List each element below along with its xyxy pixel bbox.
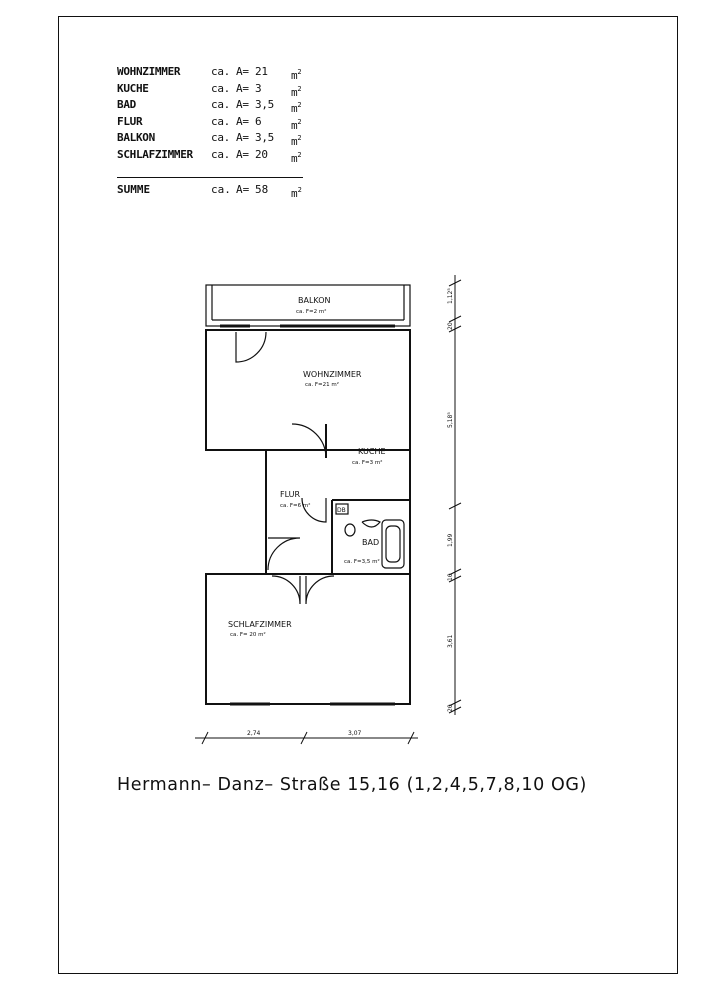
area-ca: ca. — [211, 98, 230, 112]
address-caption: Hermann– Danz– Straße 15,16 (1,2,4,5,7,8,10 OG) — [117, 775, 587, 795]
area-name: SCHLAFZIMMER — [117, 147, 193, 161]
door-entry — [268, 538, 300, 570]
door-living — [236, 332, 266, 362]
wohnzimmer-area: ca. F=21 m² — [305, 382, 339, 388]
area-eq: A= — [236, 114, 249, 128]
sum-ca: ca. — [211, 183, 231, 196]
area-eq: A= — [236, 98, 249, 112]
area-ca: ca. — [211, 114, 230, 128]
dim-v-6: 3,61 — [447, 634, 454, 648]
fixture-label: DB — [337, 507, 346, 514]
area-ca: ca. — [211, 81, 230, 95]
bad-area: ca. F=3,5 m² — [344, 559, 380, 565]
dim-v-5: 10 — [447, 573, 454, 581]
area-value: 21 — [255, 65, 268, 78]
area-unit: $m^2$ — [291, 150, 302, 165]
door-bedroom — [306, 576, 334, 604]
area-name: WOHNZIMMER — [117, 65, 181, 78]
door-bathroom — [302, 498, 326, 522]
area-ca: ca. — [211, 147, 230, 161]
area-unit: $m^2$ — [291, 84, 302, 99]
sum-eq: A= — [236, 183, 250, 196]
dim-v-2: 20 — [447, 322, 454, 330]
area-unit: $m^2$ — [291, 117, 302, 132]
area-unit: $m^2$ — [291, 68, 302, 82]
area-unit: $m^2$ — [291, 134, 302, 149]
area-eq: A= — [236, 65, 249, 78]
dim-v-1: 1,12⁵ — [447, 288, 454, 304]
door-kitchen — [292, 424, 326, 458]
area-value: 3 — [255, 81, 262, 95]
bad-name: BAD — [362, 538, 380, 547]
area-eq: A= — [236, 131, 249, 145]
bathtub — [382, 520, 404, 568]
area-name: FLUR — [117, 114, 143, 128]
sum-value: 58 — [255, 183, 269, 196]
toilet — [345, 524, 355, 536]
schlafzimmer-name: SCHLAFZIMMER — [228, 620, 292, 629]
area-ca: ca. — [211, 65, 230, 78]
dim-h-2: 3,07 — [348, 730, 362, 737]
sink — [362, 520, 380, 527]
flur-name: FLUR — [280, 490, 301, 499]
area-value: 3,5 — [255, 98, 274, 112]
sum-unit: $m^2$ — [291, 186, 302, 200]
area-unit: $m^2$ — [291, 101, 302, 116]
dim-v-7: 20 — [447, 704, 454, 712]
dim-v-4: 1,99 — [447, 533, 454, 547]
area-eq: A= — [236, 147, 249, 161]
sum-name: SUMME — [117, 183, 151, 196]
kueche-name: KUCHE — [358, 447, 386, 456]
area-value: 6 — [255, 114, 262, 128]
area-ca: ca. — [211, 131, 230, 145]
wohnzimmer-name: WOHNZIMMER — [303, 370, 362, 379]
area-name: BALKON — [117, 131, 155, 145]
flur-area: ca. F=6 m² — [280, 503, 311, 509]
dim-h-1: 2,74 — [247, 730, 261, 737]
kueche-area: ca. F=3 m² — [352, 460, 383, 466]
balkon-area: ca. F=2 m² — [296, 309, 327, 315]
area-value: 3,5 — [255, 131, 274, 145]
area-value: 20 — [255, 147, 268, 161]
dim-v-3: 5,18⁵ — [447, 412, 454, 428]
balkon-name: BALKON — [298, 296, 331, 305]
area-name: BAD — [117, 98, 136, 112]
area-name: KUCHE — [117, 81, 149, 95]
area-eq: A= — [236, 81, 249, 95]
schlafzimmer-area: ca. F= 20 m² — [230, 632, 266, 638]
